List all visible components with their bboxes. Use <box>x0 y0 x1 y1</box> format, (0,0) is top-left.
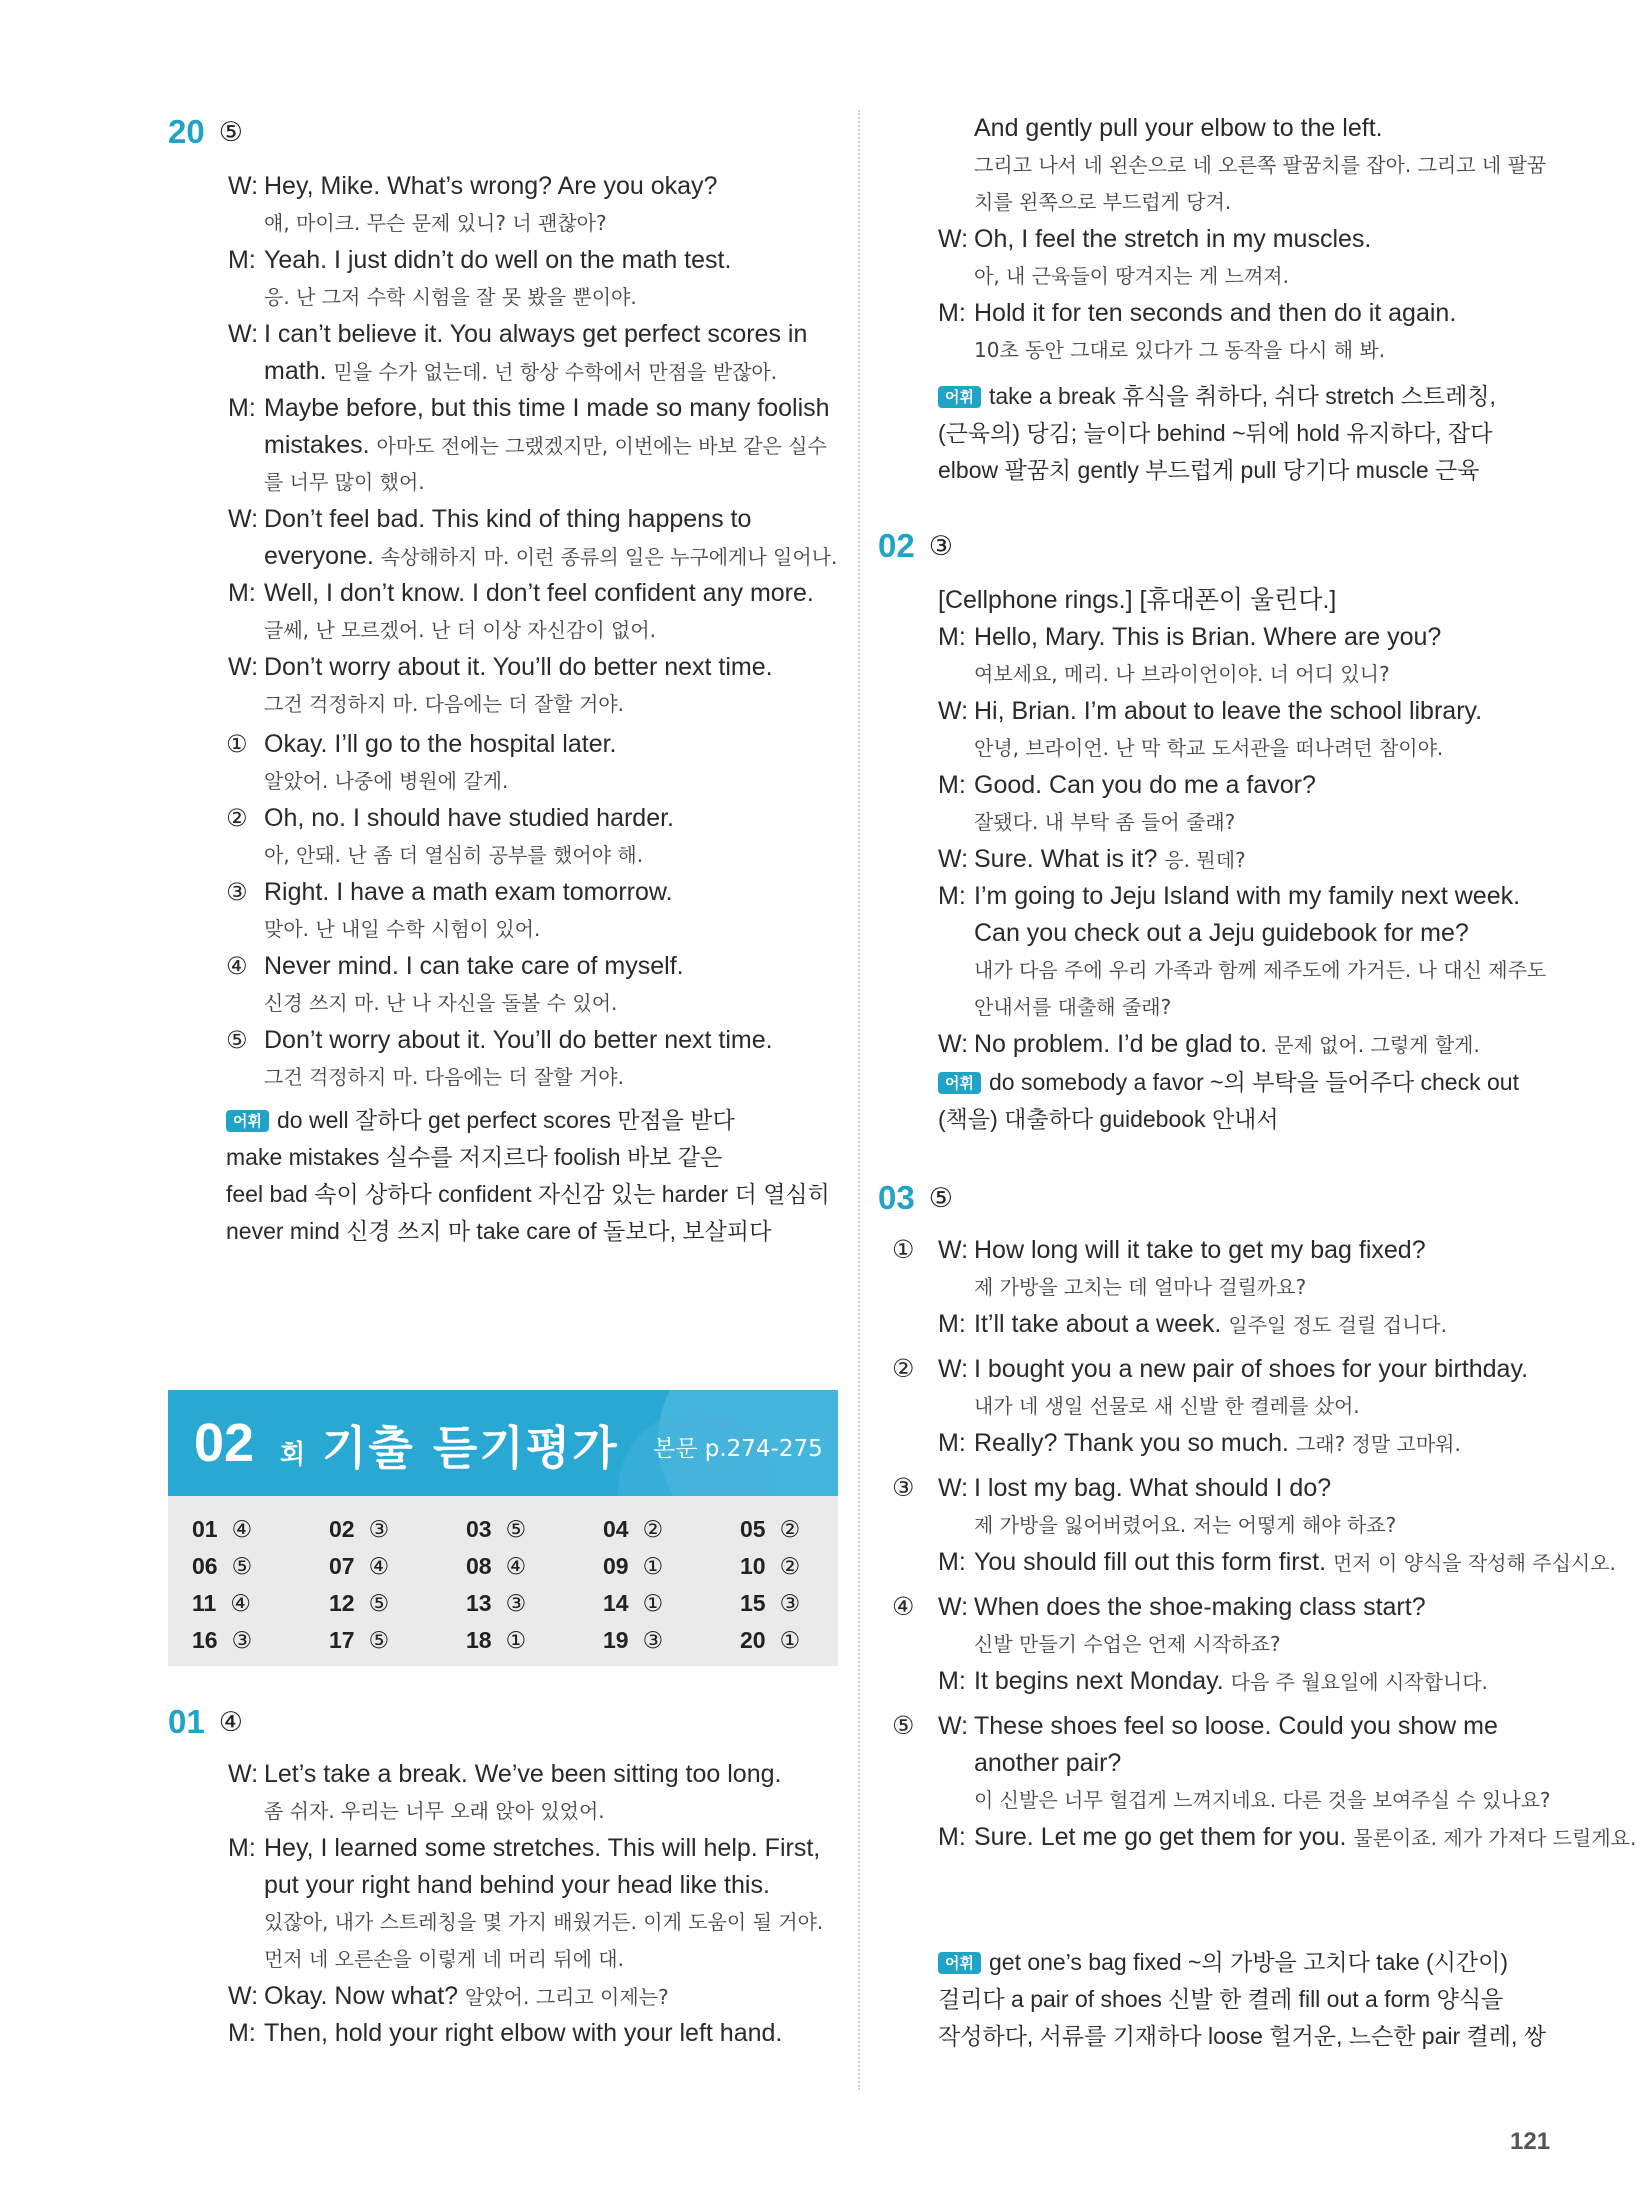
answer-cell <box>740 1553 800 1580</box>
answer-choice: ⑤ <box>231 1553 253 1579</box>
translation: 아, 내 근육들이 땅겨지는 게 느껴져. <box>974 264 1289 288</box>
dialogue-text: mistakes. 아마도 전에는 그랬겠지만, 이번에는 바보 같은 실수 <box>264 431 827 459</box>
translation: 그건 걱정하지 마. 다음에는 더 잘할 거야. <box>264 692 624 716</box>
vocab-line <box>938 1944 1508 1981</box>
answer-cell <box>740 1590 800 1617</box>
translation: 속상해하지 마. 이런 종류의 일은 누구에게나 일어나. <box>380 545 838 569</box>
banner-number: 02 <box>194 1413 255 1473</box>
translation: 이 신발은 너무 헐겁게 느껴지네요. 다른 것을 보여주실 수 있나요? <box>974 1788 1551 1812</box>
answer-choice: ① <box>642 1553 664 1579</box>
speaker-label: M: <box>938 1429 966 1457</box>
answer-number: 03 <box>466 1516 492 1542</box>
answer-choice: ④ <box>368 1553 390 1579</box>
question-number: 02 <box>878 527 915 564</box>
answer-choice: ① <box>642 1590 664 1616</box>
speaker-label: W: <box>938 697 969 725</box>
vocab-line <box>938 1981 1503 2018</box>
answer-number: 18 <box>466 1627 492 1653</box>
question-header <box>878 1178 1568 1218</box>
vocab-text: feel bad 속이 상하다 confident 자신감 있는 harder 더 열심히 <box>226 1181 830 1207</box>
answer-choice: ③ <box>368 1516 390 1542</box>
translation: 그리고 나서 네 왼손으로 네 오른쪽 팔꿈치를 잡아. 그리고 네 팔꿈 <box>974 153 1547 177</box>
banner-page-ref: 본문 p.274-275 <box>653 1436 823 1462</box>
dialogue-text: Don’t worry about it. You’ll do better next time. <box>264 653 773 681</box>
dialogue-text: Yeah. I just didn’t do well on the math test. <box>264 246 732 274</box>
answer-cell <box>466 1553 526 1580</box>
translation: 아마도 전에는 그랬겠지만, 이번에는 바보 같은 실수 <box>376 434 827 458</box>
answer-cell <box>192 1590 251 1617</box>
dialogue-text: Really? Thank you so much. 그래? 정말 고마워. <box>974 1429 1461 1457</box>
translation: 글쎄, 난 모르겠어. 난 더 이상 자신감이 없어. <box>264 618 657 642</box>
question-number: 03 <box>878 1179 915 1216</box>
speaker-label: W: <box>228 1760 259 1788</box>
translation: 먼저 이 양식을 작성해 주십시오. <box>1332 1551 1616 1575</box>
translation: 여보세요, 메리. 나 브라이언이야. 너 어디 있니? <box>974 662 1390 686</box>
dialogue-text: How long will it take to get my bag fixed? <box>974 1236 1426 1264</box>
speaker-label: M: <box>228 2019 256 2047</box>
answer-choice: ⑤ <box>368 1627 390 1653</box>
dialogue-text: No problem. I’d be glad to. 문제 없어. 그렇게 할게. <box>974 1030 1480 1058</box>
translation: 응. 뭔데? <box>1164 848 1246 872</box>
dialogue-text: [Cellphone rings.] [휴대폰이 울린다.] <box>938 586 1337 614</box>
dialogue-text: another pair? <box>974 1749 1122 1777</box>
vocab-tag: 어휘 <box>938 1952 981 1974</box>
answer-choice: ⑤ <box>505 1516 527 1542</box>
translation: 신경 쓰지 마. 난 나 자신을 돌볼 수 있어. <box>264 991 618 1015</box>
speaker-label: M: <box>938 1667 966 1695</box>
speaker-label: M: <box>938 1548 966 1576</box>
answer-cell <box>329 1590 389 1617</box>
answer-choice: ③ <box>231 1627 253 1653</box>
translation: 물론이죠. 제가 가져다 드릴게요. <box>1353 1826 1637 1850</box>
option-text: Okay. I’ll go to the hospital later. <box>264 730 617 758</box>
question-answer: ⑤ <box>928 1183 953 1213</box>
answer-choice: ④ <box>505 1553 527 1579</box>
answer-cell <box>466 1516 526 1543</box>
vocab-line <box>226 1102 735 1139</box>
answer-number: 10 <box>740 1553 766 1579</box>
answer-cell <box>329 1516 389 1543</box>
dialogue-text: It’ll take about a week. 일주일 정도 걸릴 겁니다. <box>974 1310 1447 1338</box>
answer-number: 17 <box>329 1627 355 1653</box>
dialogue-text: You should fill out this form first. 먼저 이 양식을 작성해 주십시오. <box>974 1548 1616 1576</box>
dialogue-text: These shoes feel so loose. Could you show me <box>974 1712 1498 1740</box>
answer-number: 19 <box>603 1627 629 1653</box>
speaker-label: W: <box>938 1355 969 1383</box>
speaker-label: M: <box>938 1310 966 1338</box>
vocab-text: (책을) 대출하다 guidebook 안내서 <box>938 1106 1279 1132</box>
answer-cell <box>740 1627 800 1654</box>
answer-number: 12 <box>329 1590 355 1616</box>
dialogue-text: It begins next Monday. 다음 주 월요일에 시작합니다. <box>974 1667 1488 1695</box>
answer-cell <box>603 1553 663 1580</box>
dialogue-text: Hold it for ten seconds and then do it again. <box>974 299 1457 327</box>
dialogue-text: And gently pull your elbow to the left. <box>974 114 1383 142</box>
speaker-label: M: <box>938 1823 966 1851</box>
translation: 다음 주 월요일에 시작합니다. <box>1230 1670 1488 1694</box>
translation: 안녕, 브라이언. 난 막 학교 도서관을 떠나려던 참이야. <box>974 736 1444 760</box>
speaker-label: M: <box>228 1834 256 1862</box>
vocab-text: never mind 신경 쓰지 마 take care of 돌보다, 보살피다 <box>226 1218 772 1244</box>
translation: 얘, 마이크. 무슨 문제 있니? 너 괜찮아? <box>264 211 607 235</box>
translation: 알았어. 나중에 병원에 갈게. <box>264 769 509 793</box>
dialogue-text: Sure. Let me go get them for you. 물론이죠. 제가 가져다 드릴게요. <box>974 1823 1637 1851</box>
vocab-line <box>938 2018 1546 2055</box>
option-text: Don’t worry about it. You’ll do better next time. <box>264 1026 773 1054</box>
vocab-tag: 어휘 <box>938 386 981 408</box>
answer-choice: ③ <box>505 1590 527 1616</box>
speaker-label: W: <box>938 1712 969 1740</box>
speaker-label: M: <box>938 299 966 327</box>
vocab-text: get one’s bag fixed ~의 가방을 고치다 take (시간이) <box>988 1949 1509 1975</box>
answer-number: 20 <box>740 1627 766 1653</box>
vocab-line <box>938 378 1496 415</box>
option-number: ⑤ <box>226 1027 248 1054</box>
answer-cell <box>466 1627 526 1654</box>
vocab-text: 걸리다 a pair of shoes 신발 한 켤레 fill out a form 양식을 <box>938 1986 1504 2012</box>
banner-hoe: 회 <box>280 1440 306 1470</box>
translation: 10초 동안 그대로 있다가 그 동작을 다시 해 봐. <box>974 338 1386 362</box>
question-header <box>168 1702 838 1742</box>
option-number: ② <box>226 805 248 832</box>
speaker-label: W: <box>228 653 259 681</box>
answer-choice: ③ <box>642 1627 664 1653</box>
answer-cell <box>740 1516 800 1543</box>
translation: 를 너무 많이 했어. <box>264 470 425 494</box>
dialogue-text: Then, hold your right elbow with your left hand. <box>264 2019 783 2047</box>
translation: 안내서를 대출해 줄래? <box>974 995 1172 1019</box>
answer-cell <box>603 1516 663 1543</box>
translation: 믿을 수가 없는데. 넌 항상 수학에서 만점을 받잖아. <box>333 360 778 384</box>
dialogue-text: Hi, Brian. I’m about to leave the school library. <box>974 697 1483 725</box>
option-text: Oh, no. I should have studied harder. <box>264 804 674 832</box>
question-header <box>168 112 838 152</box>
speaker-label: M: <box>938 882 966 910</box>
answer-number: 05 <box>740 1516 766 1542</box>
answer-number: 02 <box>329 1516 355 1542</box>
question-20 <box>168 112 838 152</box>
answer-number: 13 <box>466 1590 492 1616</box>
test-banner <box>168 1390 838 1496</box>
answer-cell <box>329 1553 389 1580</box>
question-header <box>878 526 1568 566</box>
translation: 맞아. 난 내일 수학 시험이 있어. <box>264 917 541 941</box>
dialogue-text: everyone. 속상해하지 마. 이런 종류의 일은 누구에게나 일어나. <box>264 542 838 570</box>
question-02 <box>878 526 1568 566</box>
vocab-tag: 어휘 <box>226 1110 269 1132</box>
dialogue-text: Hello, Mary. This is Brian. Where are you? <box>974 623 1442 651</box>
dialogue-text: Don’t feel bad. This kind of thing happens to <box>264 505 752 533</box>
translation: 아, 안돼. 난 좀 더 열심히 공부를 했어야 해. <box>264 843 644 867</box>
speaker-label: W: <box>228 172 259 200</box>
translation: 먼저 네 오른손을 이렇게 네 머리 뒤에 대. <box>264 1947 624 1971</box>
vocab-line <box>938 452 1479 489</box>
vocab-line <box>938 1101 1279 1138</box>
translation: 치를 왼쪽으로 부드럽게 당겨. <box>974 190 1232 214</box>
option-number: ① <box>892 1236 915 1264</box>
answer-choice: ② <box>779 1516 801 1542</box>
speaker-label: M: <box>228 394 256 422</box>
dialogue-text: Hey, Mike. What’s wrong? Are you okay? <box>264 172 718 200</box>
option-number: ① <box>226 731 248 758</box>
vocab-text: elbow 팔꿈치 gently 부드럽게 pull 당기다 muscle 근육 <box>938 457 1480 483</box>
vocab-text: 작성하다, 서류를 기재하다 loose 헐거운, 느슨한 pair 켤레, 쌍 <box>938 2023 1546 2049</box>
speaker-label: W: <box>938 1474 969 1502</box>
question-number: 20 <box>168 113 205 150</box>
translation: 알았어. 그리고 이제는? <box>465 1985 669 2009</box>
answer-cell <box>603 1590 663 1617</box>
dialogue-text: I can’t believe it. You always get perfect scores in <box>264 320 808 348</box>
speaker-label: W: <box>938 1236 969 1264</box>
answer-choice: ④ <box>230 1590 251 1616</box>
column-divider <box>858 110 860 2090</box>
answer-number: 09 <box>603 1553 629 1579</box>
dialogue-text: Sure. What is it? 응. 뭔데? <box>974 845 1246 873</box>
option-number: ④ <box>892 1593 915 1621</box>
speaker-label: W: <box>938 1593 969 1621</box>
option-text: Never mind. I can take care of myself. <box>264 952 684 980</box>
dialogue-text: Can you check out a Jeju guidebook for me? <box>974 919 1469 947</box>
speaker-label: W: <box>938 845 969 873</box>
answer-number: 14 <box>603 1590 629 1616</box>
vocab-text: (근육의) 당김; 늘이다 behind ~뒤에 hold 유지하다, 잡다 <box>938 420 1493 446</box>
page-number: 121 <box>1510 2128 1551 2155</box>
option-number: ② <box>892 1355 915 1383</box>
answer-number: 11 <box>192 1590 217 1616</box>
speaker-label: W: <box>938 225 969 253</box>
answer-number: 01 <box>192 1516 218 1542</box>
question-answer: ④ <box>218 1707 243 1737</box>
answer-number: 16 <box>192 1627 218 1653</box>
vocab-line <box>938 1064 1519 1101</box>
vocab-text: do well 잘하다 get perfect scores 만점을 받다 <box>276 1107 735 1133</box>
question-answer: ③ <box>928 531 953 561</box>
option-number: ③ <box>892 1474 915 1502</box>
dialogue-text: Let’s take a break. We’ve been sitting too long. <box>264 1760 782 1788</box>
dialogue-text: When does the shoe-making class start? <box>974 1593 1426 1621</box>
translation: 신발 만들기 수업은 언제 시작하죠? <box>974 1632 1281 1656</box>
dialogue-text: Hey, I learned some stretches. This will help. First, <box>264 1834 821 1862</box>
answer-choice: ② <box>779 1553 801 1579</box>
option-number: ⑤ <box>892 1712 915 1740</box>
option-number: ④ <box>226 953 248 980</box>
translation: 잘됐다. 내 부탁 좀 들어 줄래? <box>974 810 1236 834</box>
speaker-label: M: <box>228 246 256 274</box>
speaker-label: W: <box>228 320 259 348</box>
answer-cell <box>466 1590 526 1617</box>
vocab-text: take a break 휴식을 취하다, 쉬다 stretch 스트레칭, <box>988 383 1496 409</box>
vocab-tag: 어휘 <box>938 1072 981 1094</box>
vocab-line <box>226 1176 830 1213</box>
dialogue-text: Okay. Now what? 알았어. 그리고 이제는? <box>264 1982 669 2010</box>
translation: 좀 쉬자. 우리는 너무 오래 앉아 있었어. <box>264 1799 605 1823</box>
answer-choice: ⑤ <box>368 1590 390 1616</box>
speaker-label: W: <box>938 1030 969 1058</box>
option-text: Right. I have a math exam tomorrow. <box>264 878 673 906</box>
question-answer: ⑤ <box>218 117 243 147</box>
translation: 제 가방을 잃어버렸어요. 저는 어떻게 해야 하죠? <box>974 1513 1397 1537</box>
answer-choice: ① <box>505 1627 527 1653</box>
vocab-line <box>226 1213 771 1250</box>
dialogue-text: Well, I don’t know. I don’t feel confident any more. <box>264 579 814 607</box>
vocab-text: make mistakes 실수를 저지르다 foolish 바보 같은 <box>226 1144 723 1170</box>
dialogue-text: I’m going to Jeju Island with my family next week. <box>974 882 1521 910</box>
translation: 내가 네 생일 선물로 새 신발 한 켤레를 샀어. <box>974 1394 1360 1418</box>
answer-choice: ④ <box>231 1516 253 1542</box>
translation: 그건 걱정하지 마. 다음에는 더 잘할 거야. <box>264 1065 624 1089</box>
question-number: 01 <box>168 1703 205 1740</box>
translation: 내가 다음 주에 우리 가족과 함께 제주도에 가거든. 나 대신 제주도 <box>974 958 1547 982</box>
banner-title: 기출 듣기평가 <box>322 1421 619 1475</box>
answer-cell <box>603 1627 663 1654</box>
question-03 <box>878 1178 1568 1218</box>
speaker-label: M: <box>938 771 966 799</box>
speaker-label: M: <box>228 579 256 607</box>
answer-number: 15 <box>740 1590 766 1616</box>
translation: 응. 난 그저 수학 시험을 잘 못 봤을 뿐이야. <box>264 285 637 309</box>
translation: 있잖아, 내가 스트레칭을 몇 가지 배웠거든. 이게 도움이 될 거야. <box>264 1910 824 1934</box>
answer-cell <box>192 1516 252 1543</box>
dialogue-text: Good. Can you do me a favor? <box>974 771 1316 799</box>
answer-cell <box>192 1627 252 1654</box>
answer-cell <box>329 1627 389 1654</box>
vocab-text: do somebody a favor ~의 부탁을 들어주다 check out <box>988 1069 1519 1095</box>
answer-choice: ② <box>642 1516 664 1542</box>
answer-choice: ① <box>779 1627 801 1653</box>
dialogue-text: Oh, I feel the stretch in my muscles. <box>974 225 1372 253</box>
dialogue-text: I bought you a new pair of shoes for your birthday. <box>974 1355 1529 1383</box>
answer-choice: ③ <box>779 1590 801 1616</box>
option-number: ③ <box>226 879 248 906</box>
answer-number: 07 <box>329 1553 355 1579</box>
answer-grid <box>168 1496 838 1666</box>
answer-number: 08 <box>466 1553 492 1579</box>
speaker-label: M: <box>938 623 966 651</box>
speaker-label: W: <box>228 1982 259 2010</box>
vocab-line <box>938 415 1492 452</box>
answer-number: 04 <box>603 1516 629 1542</box>
translation: 제 가방을 고치는 데 얼마나 걸릴까요? <box>974 1275 1307 1299</box>
translation: 그래? 정말 고마워. <box>1295 1432 1461 1456</box>
speaker-label: W: <box>228 505 259 533</box>
dialogue-text: I lost my bag. What should I do? <box>974 1474 1332 1502</box>
dialogue-text: math. 믿을 수가 없는데. 넌 항상 수학에서 만점을 받잖아. <box>264 357 778 385</box>
vocab-line <box>226 1139 722 1176</box>
answer-number: 06 <box>192 1553 218 1579</box>
answer-cell <box>192 1553 252 1580</box>
dialogue-text: put your right hand behind your head like this. <box>264 1871 770 1899</box>
dialogue-text: Maybe before, but this time I made so many foolish <box>264 394 830 422</box>
translation: 일주일 정도 걸릴 겁니다. <box>1228 1313 1447 1337</box>
question-01 <box>168 1702 838 1742</box>
translation: 문제 없어. 그렇게 할게. <box>1274 1033 1480 1057</box>
